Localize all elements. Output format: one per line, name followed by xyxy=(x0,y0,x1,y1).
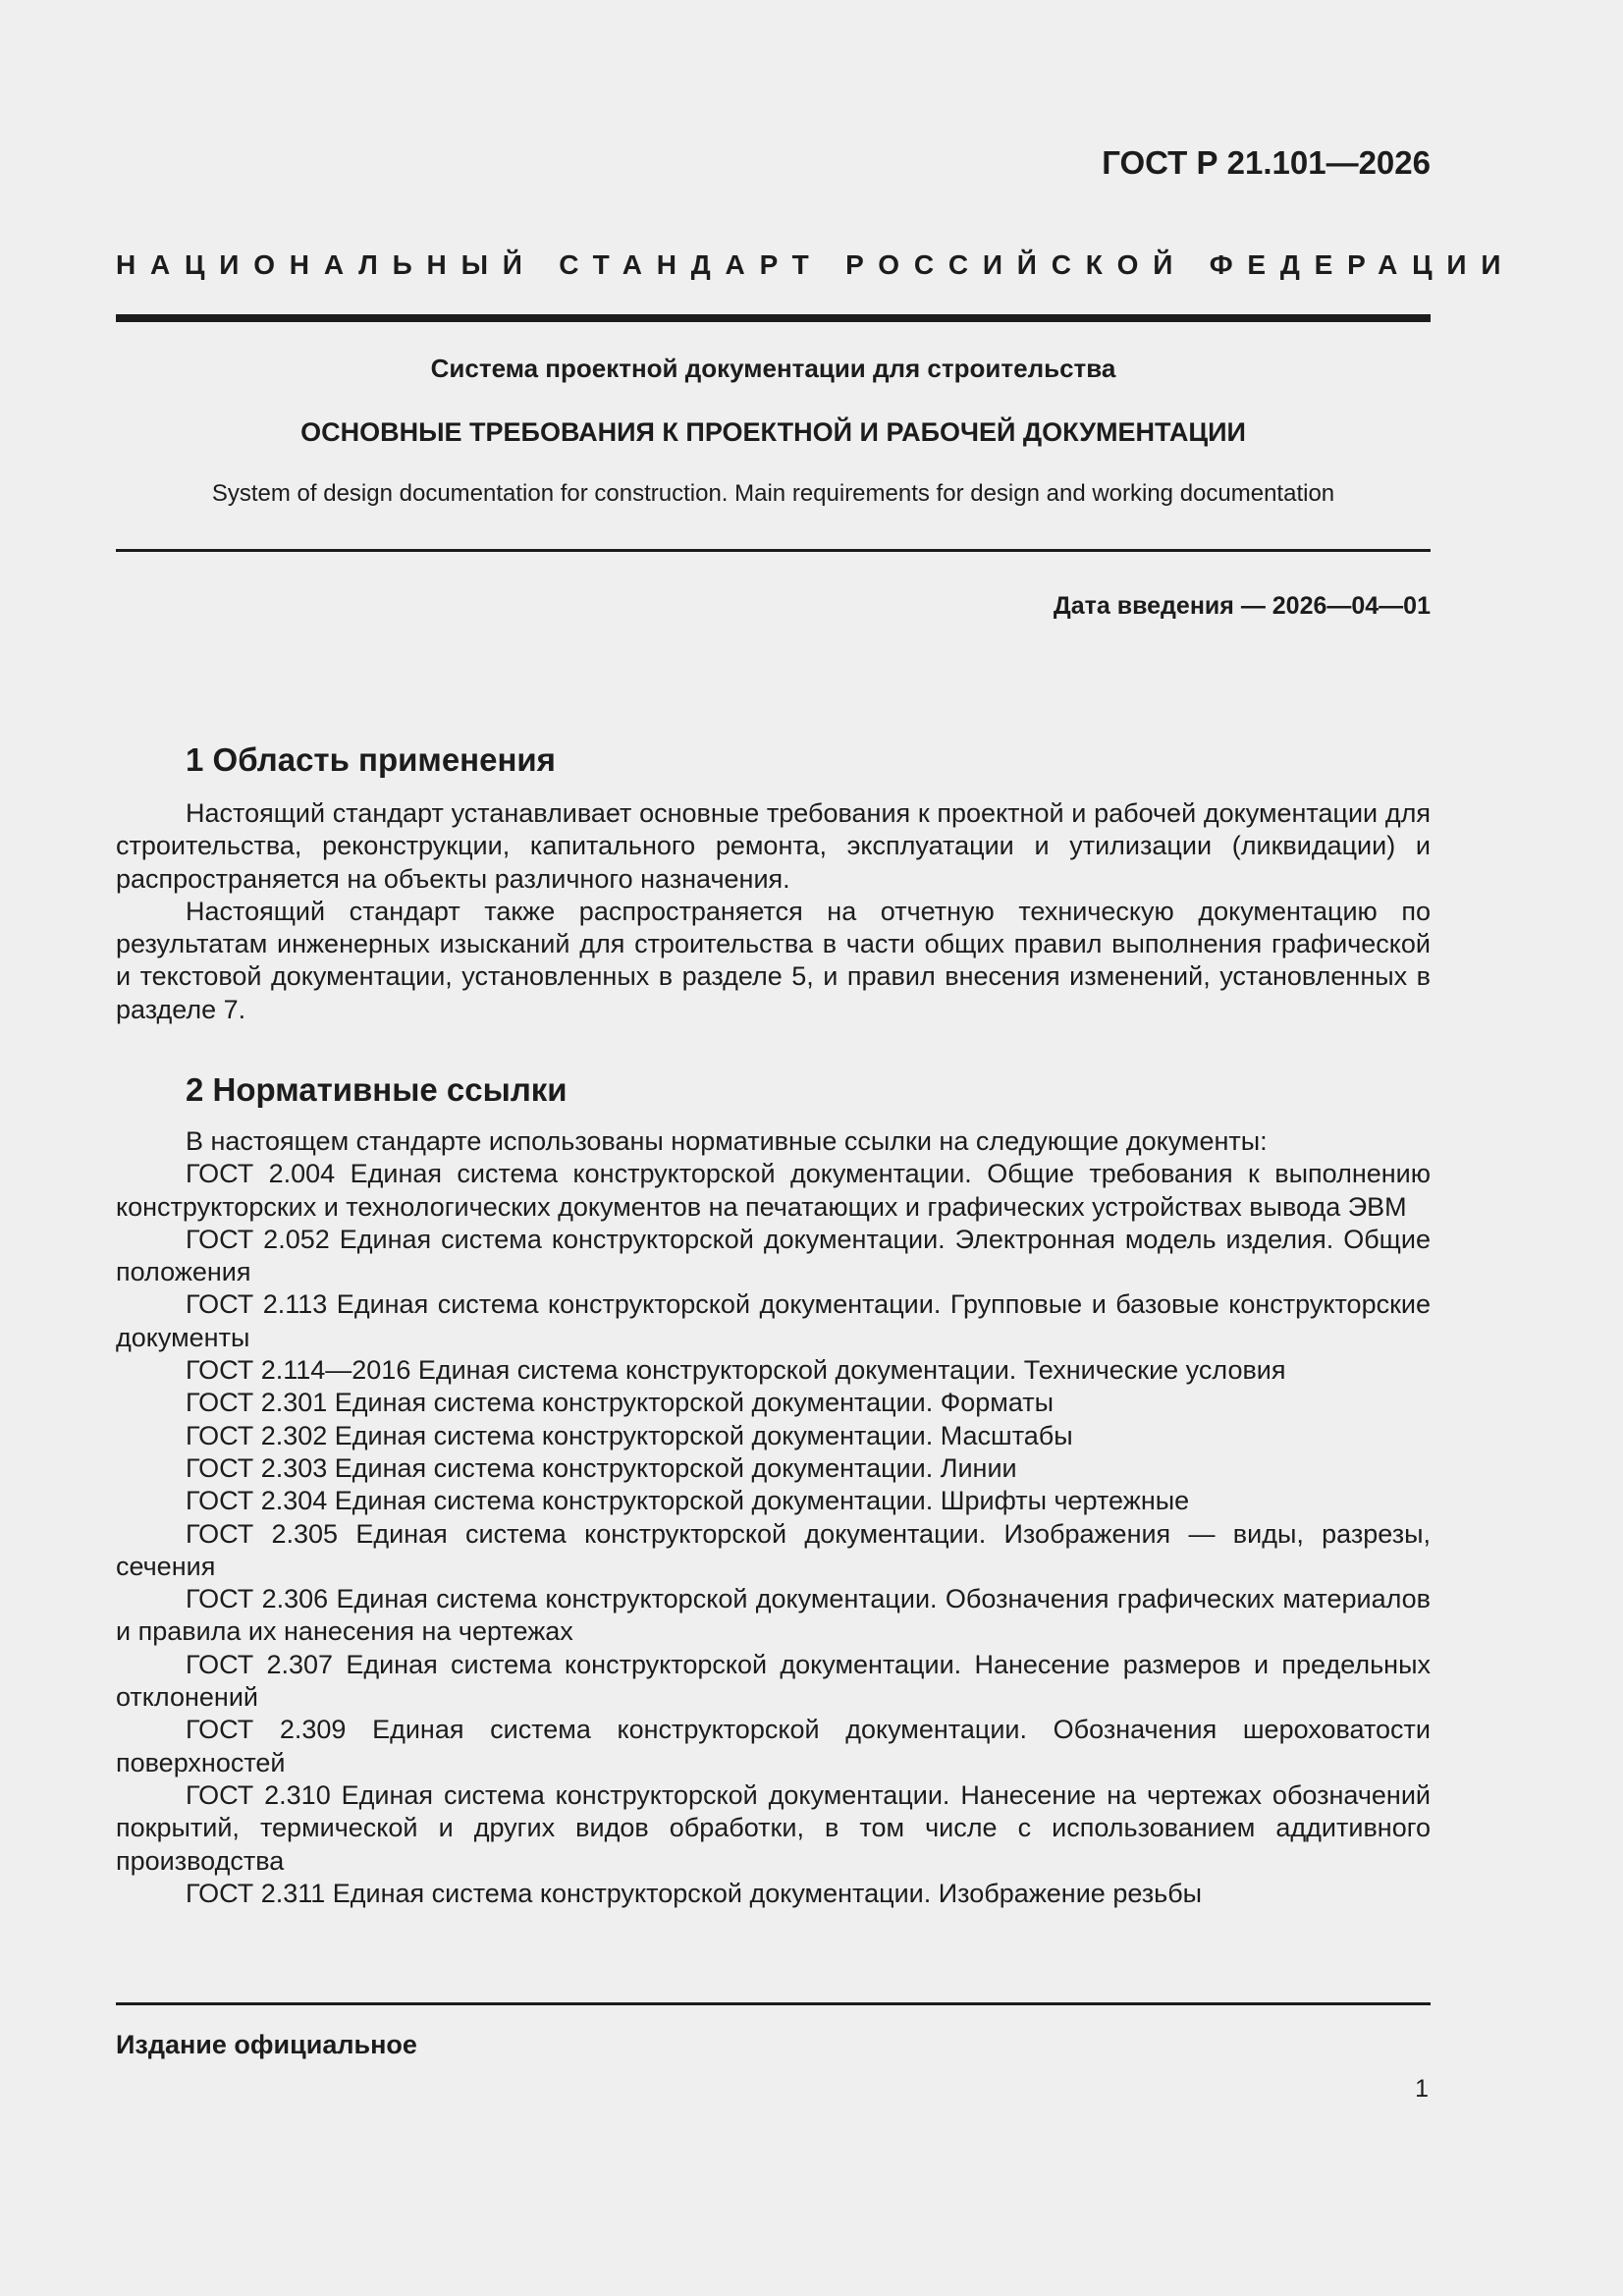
introduction-date: Дата введения — 2026—04—01 xyxy=(1053,592,1431,620)
reference-item: ГОСТ 2.113 Единая система конструкторской документации. Групповые и базовые конструкторские документы xyxy=(116,1289,1431,1352)
reference-item: ГОСТ 2.310 Единая система конструкторской документации. Нанесение на чертежах обозначений покрытий, термической и других видов обработки, в том числе с использованием аддитивного производства xyxy=(116,1779,1431,1876)
page-number: 1 xyxy=(1415,2075,1429,2103)
main-title: ОСНОВНЫЕ ТРЕБОВАНИЯ К ПРОЕКТНОЙ И РАБОЧЕЙ ДОКУМЕНТАЦИИ xyxy=(300,417,1246,447)
reference-item: ГОСТ 2.301 Единая система конструкторской документации. Форматы xyxy=(186,1388,1055,1418)
reference-item: ГОСТ 2.304 Единая система конструкторской документации. Шрифты чертежные xyxy=(186,1486,1190,1516)
reference-item: ГОСТ 2.309 Единая система конструкторской документации. Обозначения шероховатости поверхностей xyxy=(116,1715,1431,1777)
reference-item: ГОСТ 2.303 Единая система конструкторской документации. Линии xyxy=(186,1452,1017,1483)
section-2-body xyxy=(116,1125,1431,1910)
paragraph: В настоящем стандарте использованы нормативные ссылки на следующие документы: xyxy=(186,1126,1268,1156)
reference-item: ГОСТ 2.052 Единая система конструкторской документации. Электронная модель изделия. Общие положения xyxy=(116,1224,1431,1287)
reference-item: ГОСТ 2.306 Единая система конструкторской документации. Обозначения графических материалов и правила их нанесения на чертежах xyxy=(116,1584,1431,1647)
reference-item: ГОСТ 2.311 Единая система конструкторской документации. Изображение резьбы xyxy=(186,1878,1203,1908)
section-2-heading: 2 Нормативные ссылки xyxy=(186,1071,568,1108)
system-title: Система проектной документации для строительства xyxy=(430,354,1116,383)
reference-item: ГОСТ 2.302 Единая система конструкторской документации. Масштабы xyxy=(186,1420,1073,1450)
section-1-heading: 1 Область применения xyxy=(186,741,556,778)
reference-item: ГОСТ 2.307 Единая система конструкторской документации. Нанесение размеров и предельных отклонений xyxy=(116,1649,1431,1713)
paragraph: Настоящий стандарт также распространяется на отчетную техническую документацию по результатам инженерных изысканий для строительства в части общих правил выполнения графической и текстовой документации, установленных в разделе 5, и правил внесения изменений, установленных в разделе 7. xyxy=(116,896,1431,1024)
footer-divider xyxy=(116,2002,1431,2005)
header-divider-thick xyxy=(116,314,1431,322)
reference-item: ГОСТ 2.305 Единая система конструкторской документации. Изображения — виды, разрезы, сечения xyxy=(116,1518,1431,1581)
reference-item: ГОСТ 2.114—2016 Единая система конструкторской документации. Технические условия xyxy=(186,1355,1286,1386)
title-divider xyxy=(116,549,1431,552)
official-edition-label: Издание официальное xyxy=(116,2030,417,2059)
english-title: System of design documentation for construction. Main requirements for design and working documentation xyxy=(211,480,1335,507)
section-1-body xyxy=(116,797,1431,1026)
standard-designation: ГОСТ Р 21.101—2026 xyxy=(1102,144,1431,181)
reference-item: ГОСТ 2.004 Единая система конструкторской документации. Общие требования к выполнению конструкторских и технологических документов на печатающих и графических устройствах вывода ЭВМ xyxy=(116,1159,1431,1222)
paragraph: Настоящий стандарт устанавливает основные требования к проектной и рабочей документации для строительства, реконструкции, капитального ремонта, эксплуатации и утилизации (ликвидации) и распространяется на объекты различного назначения. xyxy=(116,798,1431,894)
national-standard-banner: НАЦИОНАЛЬНЫЙ СТАНДАРТ РОССИЙСКОЙ ФЕДЕРАЦИИ xyxy=(116,249,1516,280)
